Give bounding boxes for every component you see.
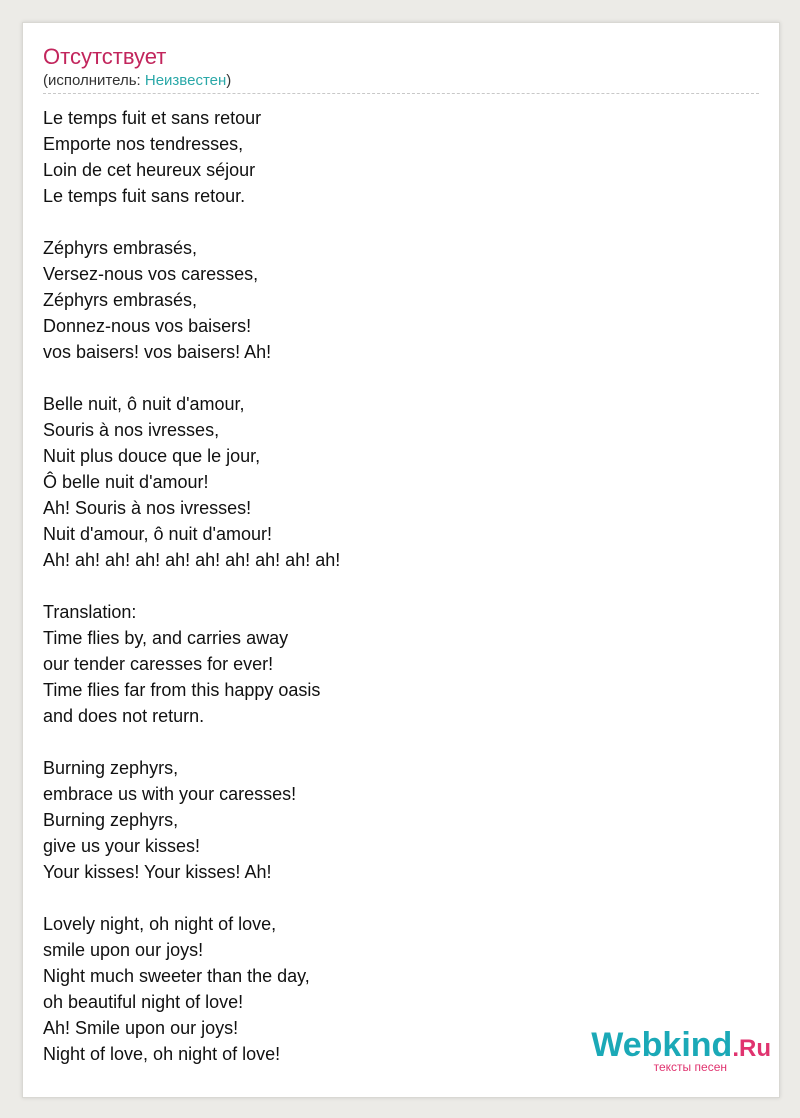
lyric-line: Belle nuit, ô nuit d'amour,	[43, 394, 245, 414]
stanza-break	[43, 885, 759, 911]
lyric-line: Versez-nous vos caresses,	[43, 264, 259, 284]
lyric-line: Ah! Smile upon our joys!	[43, 1018, 239, 1038]
lyric-line: Lovely night, oh night of love,	[43, 914, 277, 934]
lyric-line: Ô belle nuit d'amour!	[43, 472, 209, 492]
artist-link[interactable]: Неизвестен	[144, 72, 227, 89]
lyrics-page	[22, 22, 780, 1098]
lyric-line: Emporte nos tendresses,	[43, 134, 244, 154]
lyric-line: Translation:	[43, 602, 137, 622]
lyric-line: smile upon our joys!	[43, 940, 204, 960]
lyric-line: Ah! Souris à nos ivresses!	[43, 498, 252, 518]
song-title: Отсутствует	[43, 44, 167, 69]
webkind-logo[interactable]	[571, 1027, 771, 1075]
logo-tld: .Ru	[732, 1035, 771, 1062]
lyric-line: Le temps fuit sans retour.	[43, 186, 246, 206]
artist-prefix: (исполнитель:	[43, 72, 145, 89]
lyric-line: give us your kisses!	[43, 836, 201, 856]
lyric-line: Night of love, oh night of love!	[43, 1044, 281, 1064]
lyric-line: oh beautiful night of love!	[43, 992, 244, 1012]
stanza-break	[43, 209, 759, 235]
logo-main-text: Webkind	[591, 1026, 733, 1064]
lyric-line: Time flies far from this happy oasis	[43, 680, 321, 700]
song-header	[43, 43, 759, 94]
lyric-line: Ah! ah! ah! ah! ah! ah! ah! ah! ah! ah!	[43, 550, 341, 570]
lyric-line: Nuit plus douce que le jour,	[43, 446, 261, 466]
artist-line	[43, 71, 759, 94]
lyric-line: Burning zephyrs,	[43, 758, 179, 778]
lyric-line: Your kisses! Your kisses! Ah!	[43, 862, 272, 882]
lyric-line: vos baisers! vos baisers! Ah!	[43, 342, 272, 362]
lyric-line: Souris à nos ivresses,	[43, 420, 220, 440]
lyric-line: Burning zephyrs,	[43, 810, 179, 830]
lyric-line: our tender caresses for ever!	[43, 654, 274, 674]
lyric-line: Le temps fuit et sans retour	[43, 108, 262, 128]
lyric-line: Nuit d'amour, ô nuit d'amour!	[43, 524, 272, 544]
artist-suffix: )	[226, 72, 232, 89]
stanza-break	[43, 365, 759, 391]
lyric-line: Loin de cet heureux séjour	[43, 160, 256, 180]
lyric-line: Night much sweeter than the day,	[43, 966, 310, 986]
lyric-line: and does not return.	[43, 706, 205, 726]
lyric-line: Zéphyrs embrasés,	[43, 290, 198, 310]
lyric-line: Zéphyrs embrasés,	[43, 238, 198, 258]
lyrics-text	[43, 105, 759, 1067]
stanza-break	[43, 729, 759, 755]
logo-tagline: тексты песен	[653, 1060, 727, 1074]
lyric-line: Time flies by, and carries away	[43, 628, 289, 648]
stanza-break	[43, 573, 759, 599]
lyric-line: Donnez-nous vos baisers!	[43, 316, 252, 336]
lyric-line: embrace us with your caresses!	[43, 784, 297, 804]
